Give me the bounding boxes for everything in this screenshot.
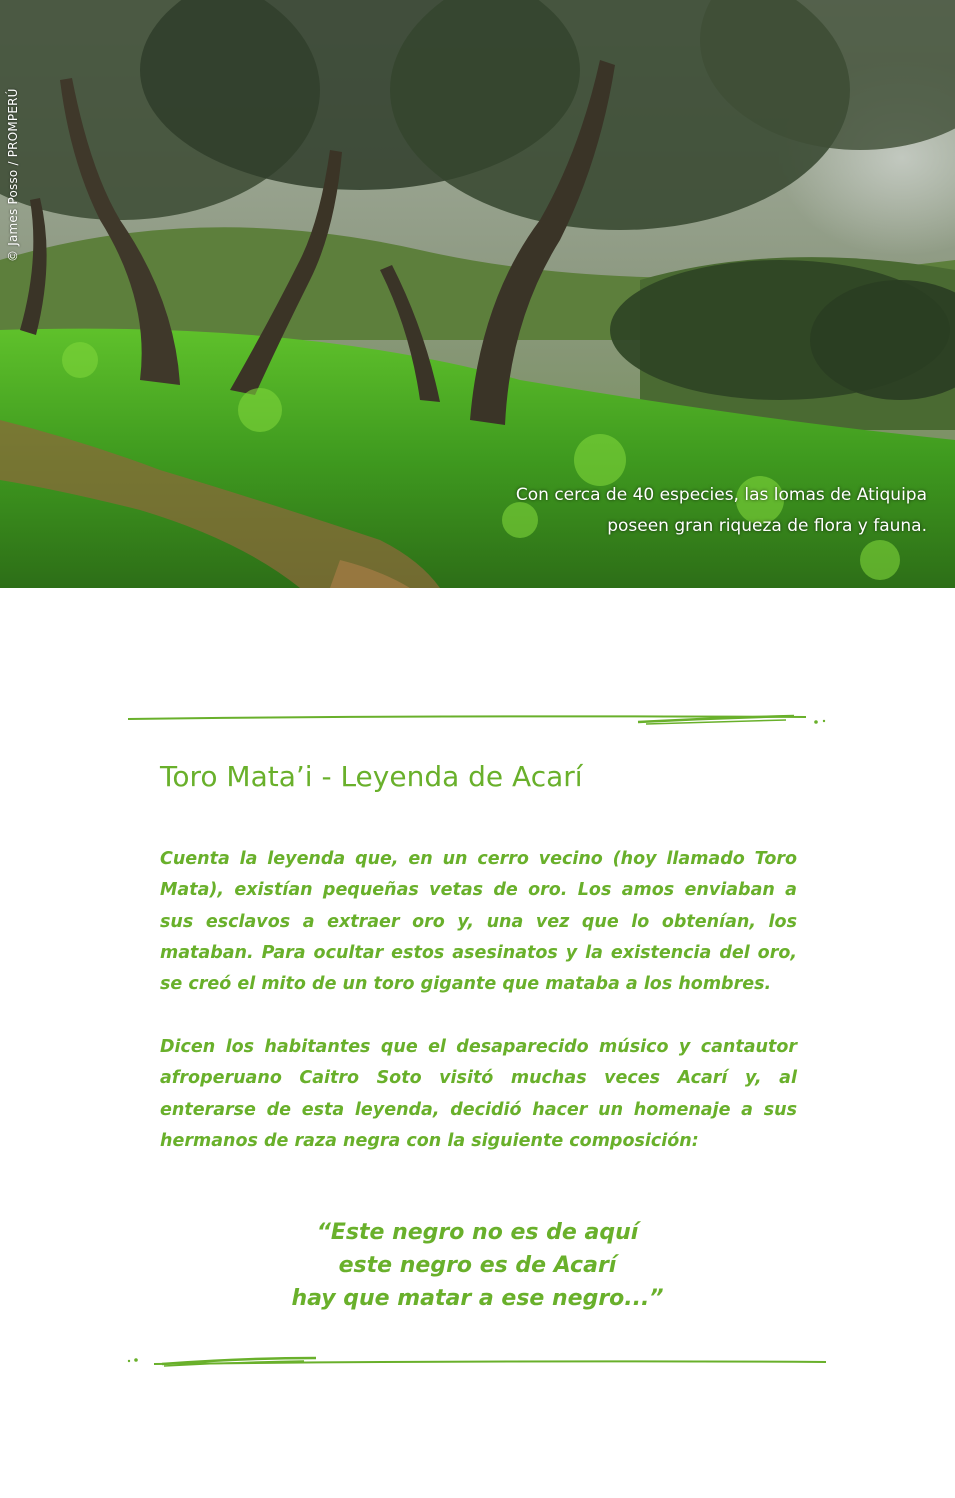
- bottom-decorative-line: [124, 1352, 830, 1372]
- verse-line: hay que matar a ese negro...”: [291, 1286, 664, 1311]
- caption-line: poseen gran riqueza de flora y fauna.: [607, 516, 927, 536]
- article-title: Toro Mata’i - Leyenda de Acarí: [160, 760, 583, 793]
- article-paragraph: Dicen los habitantes que el desaparecido músico y cantautor afroperuano Caitro Soto visitó muchas veces Acarí y, al enterarse de esta leyenda, decidió hacer un homenaje a sus hermanos de raza negra con la siguiente composición:: [160, 1037, 797, 1151]
- caption-line: Con cerca de 40 especies, las lomas de Atiquipa: [515, 485, 927, 505]
- song-verse: [180, 1216, 775, 1315]
- top-decorative-line: [126, 710, 831, 730]
- article-paragraph: Cuenta la leyenda que, en un cerro vecino (hoy llamado Toro Mata), existían pequeñas vetas de oro. Los amos enviaban a sus esclavos a extraer oro y, una vez que lo obtenían, los mataban. Para ocultar estos asesinatos y la existencia del oro, se creó el mito de un toro gigante que mataba a los hombres.: [160, 849, 797, 995]
- photo-credit: © James Posso / PROMPERÚ: [6, 88, 20, 262]
- verse-line: este negro es de Acarí: [338, 1253, 617, 1278]
- verse-line: “Este negro no es de aquí: [316, 1220, 639, 1245]
- landscape-photo: [0, 0, 955, 588]
- photo-caption: [516, 480, 927, 542]
